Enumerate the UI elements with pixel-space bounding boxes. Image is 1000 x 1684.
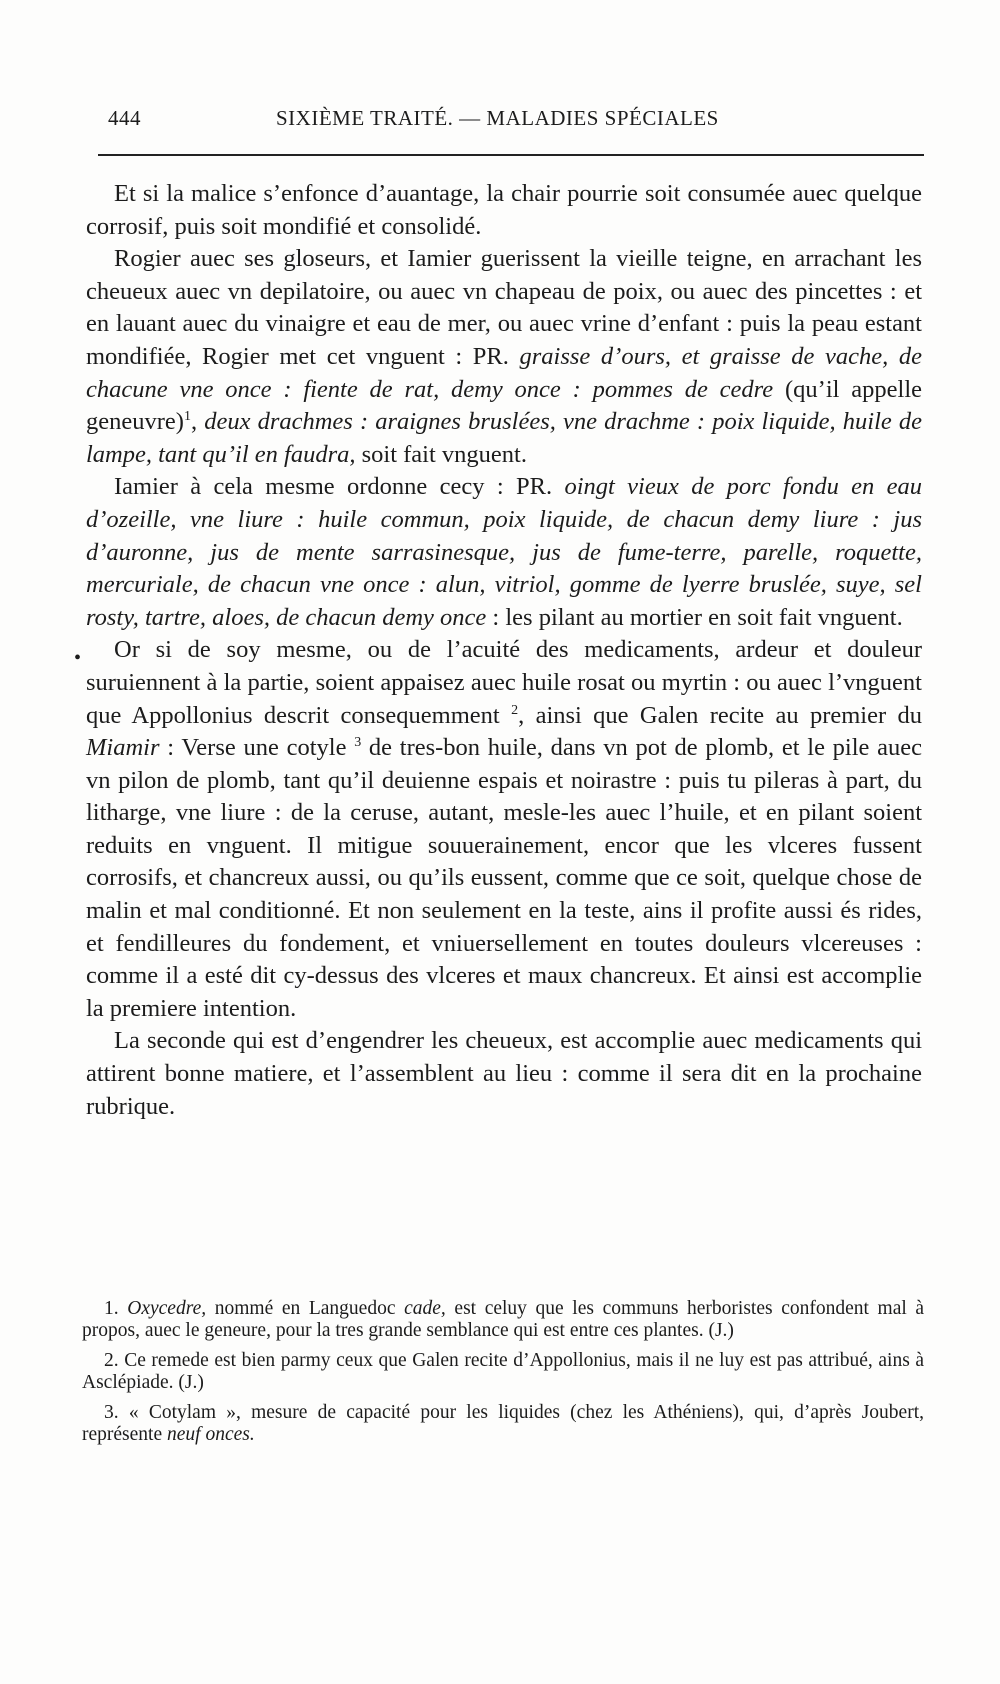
footnote-ref-3[interactable]: 3 [354,734,362,750]
page-number: 444 [108,106,141,130]
paragraph-1: Et si la malice s’enfonce d’auantage, la chair pourrie soit consumée auec quelque corrosif, puis soit mondifié et consolidé. [86,180,922,240]
running-head: SIXIÈME TRAITÉ. — MALADIES SPÉCIALES [276,106,719,130]
paragraph-4: Or si de soy mesme, ou de l’acuité des medicaments, ardeur et douleur suruiennent à la partie, soient appaisez auec huile rosat ou myrtin : ou auec l’vnguent que Appollonius descrit consequemment $^2$, ainsi que Galen recite au premier du Miamir : Verse une cotyle $^3$ de tres-bon huile, dans vn pot de plomb, et le pile auec vn pilon de plomb, tant qu’il deuienne espais et noirastre : puis tu pileras à part, du litharge, vne liure : de la ceruse, autant, mesle-les auec l’huile, et en pilant soient reduits en vnguent. Il mitigue souuerainement, encor que les vlceres fussent corrosifs, et chancreux aussi, ou qu’ils eussent, comme que ce soit, quelque chose de malin et mal conditionné. Et non seulement en la teste, ains il profite aussi és rides, et fendilleures du fondement, et vniuersellement en toutes douleurs vlcereuses : comme il a esté dit cy-dessus des vlceres et maux chancreux. Et ainsi est accomplie la premiere intention. [86,636,923,1022]
main-text [86,178,922,1123]
footnotes [82,1298,924,1454]
margin-mark: • [74,647,82,669]
footnote-3: 3. « Cotylam », mesure de capacité pour les liquides (chez les Athéniens), qui, d’après Joubert, représente neuf onces. [82,1402,924,1445]
paragraph-5: La seconde qui est d’engendrer les cheueux, est accomplie auec medicaments qui attirent bonne matiere, et l’assemblent au lieu : comme il sera dit en la prochaine rubrique. [86,1027,922,1120]
page-header [98,106,924,136]
footnote-ref-1[interactable]: 1 [183,409,191,424]
paragraph-2: Rogier auec ses gloseurs, et Iamier guerissent la vieille teigne, en arrachant les cheueux auec vn depilatoire, ou auec vn chapeau de poix, ou auec des pincettes : et en lauant auec du vinaigre et eau de mer, ou auec vrine d’enfant : puis la peau estant mondifiée, Rogier met cet vnguent : PR. graisse d’ours, et graisse de vache, de chacune vne once : fiente de rat, demy once : pommes de cedre (qu’il appelle geneuvre)$^1$, deux drachmes : araignes bruslées, vne drachme : poix liquide, huile de lampe, tant qu’il en faudra, soit fait vnguent. [86,245,923,468]
footnote-1: 1. Oxycedre, nommé en Languedoc cade, est celuy que les communs herboristes confondent mal à propos, auec le geneure, pour la tres grande semblance qui est entre ces plantes. (J.) [82,1298,925,1341]
header-rule [98,154,924,156]
paragraph-3: Iamier à cela mesme ordonne cecy : PR. oingt vieux de porc fondu en eau d’ozeille, vne liure : huile commun, poix liquide, de chacun demy liure : jus d’auronne, jus de mente sarrasinesque, jus de fume-terre, parelle, roquette, mercuriale, de chacun vne once : alun, vitriol, gomme de lyerre bruslée, suye, sel rosty, tartre, aloes, de chacun demy once : les pilant au mortier en soit fait vnguent. [86,473,923,631]
footnote-2: 2. Ce remede est bien parmy ceux que Galen recite d’Appollonius, mais il ne luy est pas attribué, ains à Asclépiade. (J.) [82,1350,925,1393]
footnote-ref-2[interactable]: 2 [511,702,519,718]
